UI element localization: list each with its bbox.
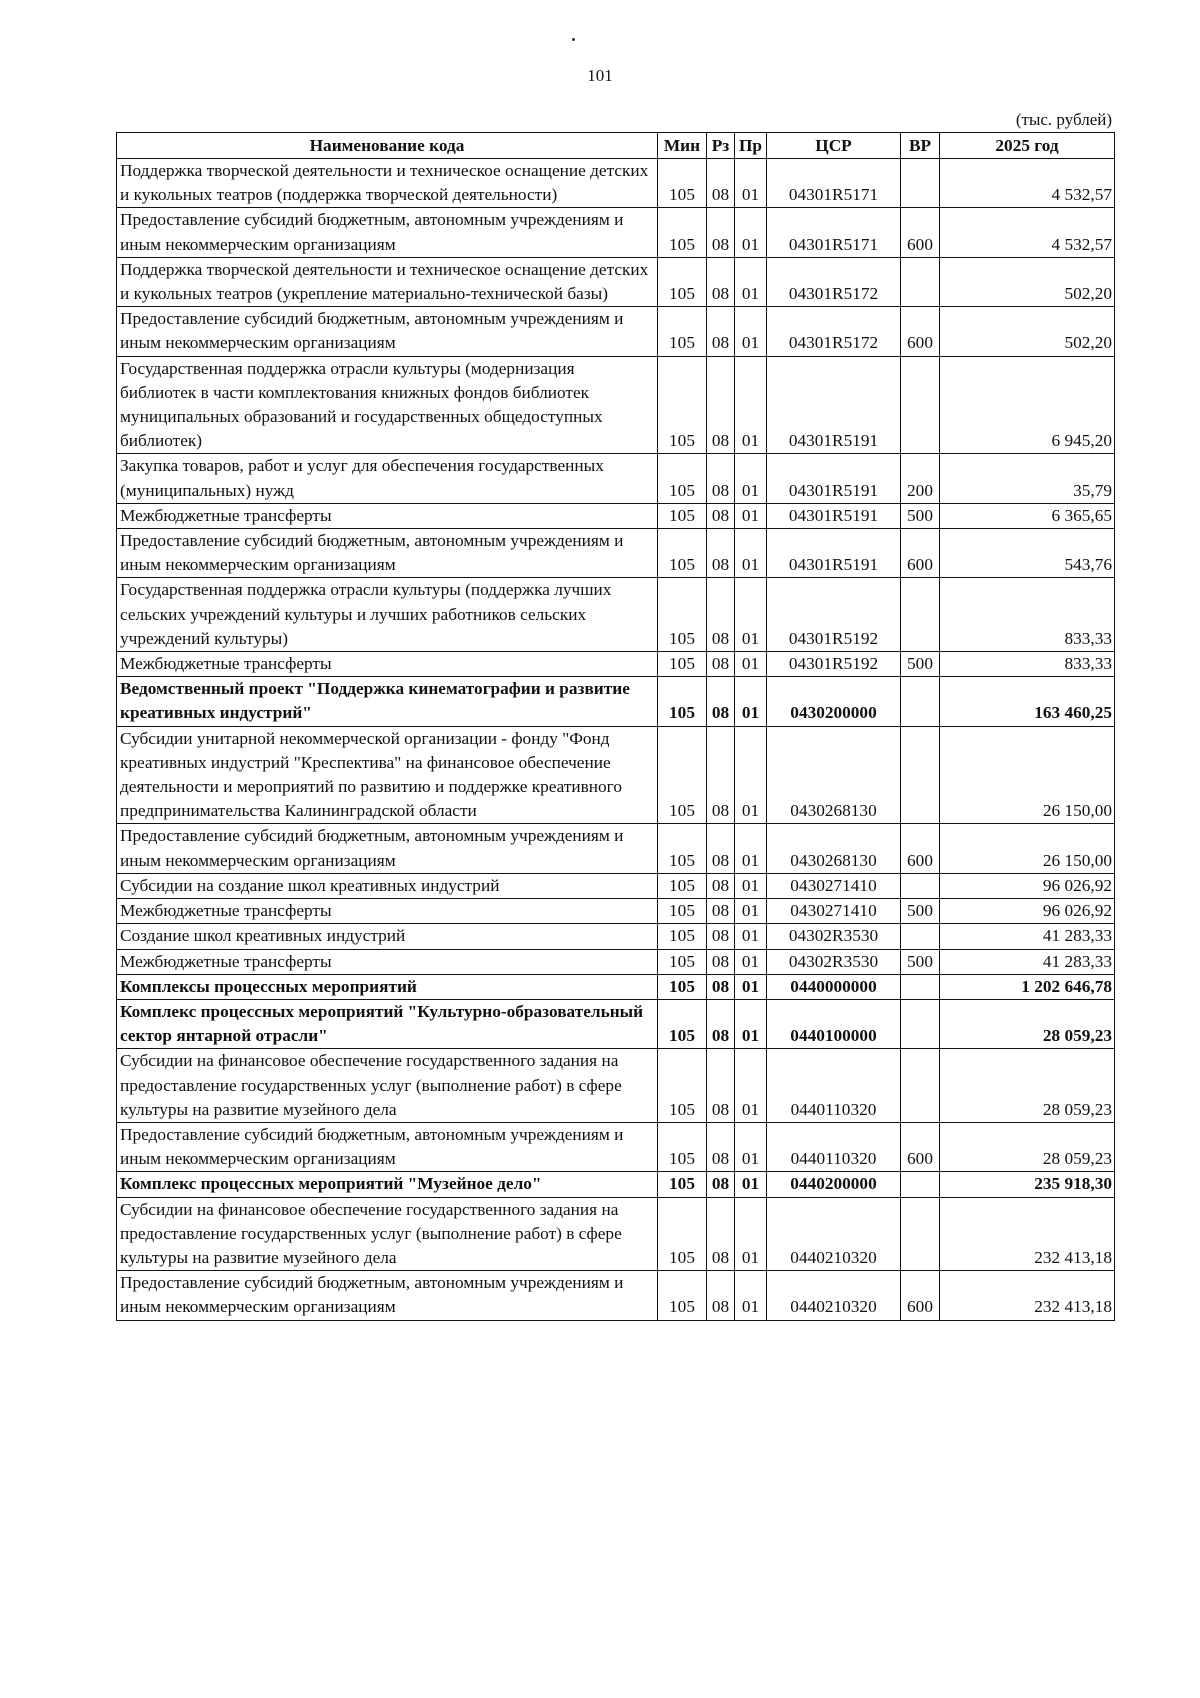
- row-name-cell: Предоставление субсидий бюджетным, автономным учреждениям и иным некоммерческим организациям: [117, 208, 658, 257]
- row-vr-cell: 600: [901, 208, 940, 257]
- row-vr-cell: [901, 924, 940, 949]
- row-csr-cell: 0430271410: [767, 899, 901, 924]
- table-row: [117, 503, 1115, 528]
- row-min-cell: 105: [658, 1172, 707, 1197]
- row-csr-cell: 0430200000: [767, 677, 901, 726]
- header-name: Наименование кода: [117, 133, 658, 159]
- row-csr-cell: 04301R5192: [767, 652, 901, 677]
- row-vr-cell: [901, 999, 940, 1048]
- row-rz-cell: 08: [707, 726, 735, 824]
- budget-table: [116, 132, 1115, 1321]
- table-row: [117, 1049, 1115, 1123]
- row-rz-cell: 08: [707, 1197, 735, 1271]
- row-csr-cell: 0430271410: [767, 873, 901, 898]
- row-rz-cell: 08: [707, 677, 735, 726]
- row-rz-cell: 08: [707, 1049, 735, 1123]
- row-vr-cell: [901, 726, 940, 824]
- row-pr-cell: 01: [735, 1271, 767, 1320]
- row-vr-cell: [901, 578, 940, 652]
- table-row: [117, 726, 1115, 824]
- row-name-cell: Закупка товаров, работ и услуг для обеспечения государственных (муниципальных) нужд: [117, 454, 658, 503]
- row-rz-cell: 08: [707, 208, 735, 257]
- row-sum-cell: 6 945,20: [940, 356, 1115, 454]
- row-rz-cell: 08: [707, 949, 735, 974]
- row-vr-cell: 600: [901, 824, 940, 873]
- row-vr-cell: 600: [901, 1271, 940, 1320]
- table-row: [117, 652, 1115, 677]
- row-rz-cell: 08: [707, 924, 735, 949]
- row-rz-cell: 08: [707, 873, 735, 898]
- row-csr-cell: 04301R5171: [767, 159, 901, 208]
- row-vr-cell: [901, 1172, 940, 1197]
- table-row: [117, 307, 1115, 356]
- table-row: [117, 999, 1115, 1048]
- header-year: 2025 год: [940, 133, 1115, 159]
- row-pr-cell: 01: [735, 899, 767, 924]
- row-pr-cell: 01: [735, 257, 767, 306]
- row-csr-cell: 0440110320: [767, 1122, 901, 1171]
- table-row: [117, 677, 1115, 726]
- row-rz-cell: 08: [707, 999, 735, 1048]
- row-name-cell: Межбюджетные трансферты: [117, 949, 658, 974]
- row-pr-cell: 01: [735, 999, 767, 1048]
- row-rz-cell: 08: [707, 307, 735, 356]
- row-min-cell: 105: [658, 974, 707, 999]
- row-min-cell: 105: [658, 578, 707, 652]
- row-vr-cell: 500: [901, 652, 940, 677]
- row-sum-cell: 4 532,57: [940, 208, 1115, 257]
- row-min-cell: 105: [658, 307, 707, 356]
- row-pr-cell: 01: [735, 1172, 767, 1197]
- row-pr-cell: 01: [735, 726, 767, 824]
- row-sum-cell: 26 150,00: [940, 726, 1115, 824]
- row-rz-cell: 08: [707, 899, 735, 924]
- row-csr-cell: 0440200000: [767, 1172, 901, 1197]
- row-pr-cell: 01: [735, 824, 767, 873]
- row-pr-cell: 01: [735, 873, 767, 898]
- row-sum-cell: 502,20: [940, 257, 1115, 306]
- row-rz-cell: 08: [707, 1122, 735, 1171]
- row-min-cell: 105: [658, 257, 707, 306]
- row-min-cell: 105: [658, 924, 707, 949]
- row-name-cell: Межбюджетные трансферты: [117, 652, 658, 677]
- row-name-cell: Комплекс процессных мероприятий "Культурно-образовательный сектор янтарной отрасли": [117, 999, 658, 1048]
- row-min-cell: 105: [658, 529, 707, 578]
- row-sum-cell: 4 532,57: [940, 159, 1115, 208]
- row-csr-cell: 04301R5172: [767, 307, 901, 356]
- row-rz-cell: 08: [707, 824, 735, 873]
- row-vr-cell: [901, 159, 940, 208]
- row-min-cell: 105: [658, 949, 707, 974]
- row-vr-cell: 600: [901, 1122, 940, 1171]
- row-rz-cell: 08: [707, 159, 735, 208]
- row-csr-cell: 04301R5171: [767, 208, 901, 257]
- row-csr-cell: 04301R5191: [767, 356, 901, 454]
- row-name-cell: Межбюджетные трансферты: [117, 899, 658, 924]
- row-sum-cell: 28 059,23: [940, 1122, 1115, 1171]
- row-min-cell: 105: [658, 1197, 707, 1271]
- row-rz-cell: 08: [707, 503, 735, 528]
- scan-speck: [572, 38, 575, 41]
- row-vr-cell: [901, 356, 940, 454]
- table-row: [117, 899, 1115, 924]
- row-name-cell: Субсидии унитарной некоммерческой организации - фонду "Фонд креативных индустрий "Креспектива" на финансовое обеспечение деятельности и мероприятий по развитию и поддержке креативного предпринимательства Калининградской области: [117, 726, 658, 824]
- table-row: [117, 578, 1115, 652]
- row-sum-cell: 235 918,30: [940, 1172, 1115, 1197]
- row-pr-cell: 01: [735, 1122, 767, 1171]
- row-sum-cell: 96 026,92: [940, 873, 1115, 898]
- row-csr-cell: 0440100000: [767, 999, 901, 1048]
- row-csr-cell: 0440210320: [767, 1271, 901, 1320]
- row-min-cell: 105: [658, 1122, 707, 1171]
- row-sum-cell: 41 283,33: [940, 924, 1115, 949]
- row-csr-cell: 04302R3530: [767, 924, 901, 949]
- row-min-cell: 105: [658, 726, 707, 824]
- row-sum-cell: 1 202 646,78: [940, 974, 1115, 999]
- row-pr-cell: 01: [735, 652, 767, 677]
- row-min-cell: 105: [658, 159, 707, 208]
- row-sum-cell: 833,33: [940, 652, 1115, 677]
- row-sum-cell: 163 460,25: [940, 677, 1115, 726]
- table-body: [117, 159, 1115, 1321]
- row-vr-cell: 600: [901, 529, 940, 578]
- header-vr: ВР: [901, 133, 940, 159]
- row-csr-cell: 04301R5191: [767, 454, 901, 503]
- row-sum-cell: 26 150,00: [940, 824, 1115, 873]
- row-csr-cell: 0440110320: [767, 1049, 901, 1123]
- units-label: (тыс. рублей): [1015, 110, 1112, 129]
- row-pr-cell: 01: [735, 1049, 767, 1123]
- header-min: Мин: [658, 133, 707, 159]
- row-vr-cell: [901, 1049, 940, 1123]
- row-pr-cell: 01: [735, 454, 767, 503]
- table-row: [117, 924, 1115, 949]
- row-pr-cell: 01: [735, 578, 767, 652]
- row-min-cell: 105: [658, 677, 707, 726]
- row-rz-cell: 08: [707, 356, 735, 454]
- row-sum-cell: 232 413,18: [940, 1197, 1115, 1271]
- table-row: [117, 159, 1115, 208]
- header-csr: ЦСР: [767, 133, 901, 159]
- row-vr-cell: [901, 257, 940, 306]
- table-row: [117, 1122, 1115, 1171]
- header-pr: Пр: [735, 133, 767, 159]
- table-row: [117, 356, 1115, 454]
- row-sum-cell: 28 059,23: [940, 1049, 1115, 1123]
- table-row: [117, 529, 1115, 578]
- row-name-cell: Поддержка творческой деятельности и техническое оснащение детских и кукольных театров (укрепление материально-технической базы): [117, 257, 658, 306]
- row-csr-cell: 0440210320: [767, 1197, 901, 1271]
- row-pr-cell: 01: [735, 677, 767, 726]
- row-sum-cell: 833,33: [940, 578, 1115, 652]
- row-min-cell: 105: [658, 1049, 707, 1123]
- table-row: [117, 949, 1115, 974]
- row-pr-cell: 01: [735, 208, 767, 257]
- row-sum-cell: 543,76: [940, 529, 1115, 578]
- row-name-cell: Субсидии на финансовое обеспечение государственного задания на предоставление государственных услуг (выполнение работ) в сфере культуры на развитие музейного дела: [117, 1197, 658, 1271]
- row-rz-cell: 08: [707, 578, 735, 652]
- row-vr-cell: 500: [901, 503, 940, 528]
- row-name-cell: Предоставление субсидий бюджетным, автономным учреждениям и иным некоммерческим организациям: [117, 1122, 658, 1171]
- row-min-cell: 105: [658, 1271, 707, 1320]
- row-name-cell: Государственная поддержка отрасли культуры (модернизация библиотек в части комплектования книжных фондов библиотек муниципальных образований и государственных общедоступных библиотек): [117, 356, 658, 454]
- row-rz-cell: 08: [707, 652, 735, 677]
- row-name-cell: Поддержка творческой деятельности и техническое оснащение детских и кукольных театров (поддержка творческой деятельности): [117, 159, 658, 208]
- row-min-cell: 105: [658, 652, 707, 677]
- row-sum-cell: 28 059,23: [940, 999, 1115, 1048]
- table-row: [117, 1271, 1115, 1320]
- row-name-cell: Комплекс процессных мероприятий "Музейное дело": [117, 1172, 658, 1197]
- row-pr-cell: 01: [735, 307, 767, 356]
- row-name-cell: Субсидии на финансовое обеспечение государственного задания на предоставление государственных услуг (выполнение работ) в сфере культуры на развитие музейного дела: [117, 1049, 658, 1123]
- row-name-cell: Комплексы процессных мероприятий: [117, 974, 658, 999]
- row-name-cell: Межбюджетные трансферты: [117, 503, 658, 528]
- table-row: [117, 257, 1115, 306]
- row-name-cell: Субсидии на создание школ креативных индустрий: [117, 873, 658, 898]
- row-min-cell: 105: [658, 824, 707, 873]
- row-rz-cell: 08: [707, 454, 735, 503]
- row-vr-cell: 200: [901, 454, 940, 503]
- row-csr-cell: 0430268130: [767, 726, 901, 824]
- row-pr-cell: 01: [735, 529, 767, 578]
- row-pr-cell: 01: [735, 1197, 767, 1271]
- row-csr-cell: 0440000000: [767, 974, 901, 999]
- row-sum-cell: 6 365,65: [940, 503, 1115, 528]
- row-csr-cell: 04301R5172: [767, 257, 901, 306]
- row-rz-cell: 08: [707, 1172, 735, 1197]
- row-rz-cell: 08: [707, 257, 735, 306]
- row-sum-cell: 96 026,92: [940, 899, 1115, 924]
- row-sum-cell: 41 283,33: [940, 949, 1115, 974]
- table-row: [117, 208, 1115, 257]
- row-vr-cell: [901, 873, 940, 898]
- row-pr-cell: 01: [735, 949, 767, 974]
- table-row: [117, 974, 1115, 999]
- row-pr-cell: 01: [735, 159, 767, 208]
- row-sum-cell: 232 413,18: [940, 1271, 1115, 1320]
- row-vr-cell: [901, 1197, 940, 1271]
- row-csr-cell: 04301R5191: [767, 529, 901, 578]
- table-row: [117, 824, 1115, 873]
- row-min-cell: 105: [658, 503, 707, 528]
- row-name-cell: Государственная поддержка отрасли культуры (поддержка лучших сельских учреждений культуры и лучших работников сельских учреждений культуры): [117, 578, 658, 652]
- row-csr-cell: 0430268130: [767, 824, 901, 873]
- row-name-cell: Предоставление субсидий бюджетным, автономным учреждениям и иным некоммерческим организациям: [117, 1271, 658, 1320]
- row-csr-cell: 04301R5191: [767, 503, 901, 528]
- row-min-cell: 105: [658, 873, 707, 898]
- row-csr-cell: 04302R3530: [767, 949, 901, 974]
- table-header-row: [117, 133, 1115, 159]
- row-min-cell: 105: [658, 999, 707, 1048]
- row-rz-cell: 08: [707, 529, 735, 578]
- table-row: [117, 1172, 1115, 1197]
- row-sum-cell: 502,20: [940, 307, 1115, 356]
- row-name-cell: Ведомственный проект "Поддержка кинематографии и развитие креативных индустрий": [117, 677, 658, 726]
- row-name-cell: Предоставление субсидий бюджетным, автономным учреждениям и иным некоммерческим организациям: [117, 307, 658, 356]
- row-min-cell: 105: [658, 356, 707, 454]
- header-rz: Рз: [707, 133, 735, 159]
- row-rz-cell: 08: [707, 974, 735, 999]
- row-name-cell: Предоставление субсидий бюджетным, автономным учреждениям и иным некоммерческим организациям: [117, 529, 658, 578]
- row-pr-cell: 01: [735, 974, 767, 999]
- row-min-cell: 105: [658, 899, 707, 924]
- row-vr-cell: [901, 974, 940, 999]
- table-row: [117, 454, 1115, 503]
- page-number: 101: [587, 66, 613, 85]
- row-rz-cell: 08: [707, 1271, 735, 1320]
- row-pr-cell: 01: [735, 924, 767, 949]
- row-name-cell: Предоставление субсидий бюджетным, автономным учреждениям и иным некоммерческим организациям: [117, 824, 658, 873]
- row-vr-cell: 600: [901, 307, 940, 356]
- row-pr-cell: 01: [735, 503, 767, 528]
- row-vr-cell: 500: [901, 899, 940, 924]
- row-vr-cell: [901, 677, 940, 726]
- row-min-cell: 105: [658, 454, 707, 503]
- row-vr-cell: 500: [901, 949, 940, 974]
- table-row: [117, 873, 1115, 898]
- row-sum-cell: 35,79: [940, 454, 1115, 503]
- row-pr-cell: 01: [735, 356, 767, 454]
- table-row: [117, 1197, 1115, 1271]
- row-min-cell: 105: [658, 208, 707, 257]
- row-name-cell: Создание школ креативных индустрий: [117, 924, 658, 949]
- row-csr-cell: 04301R5192: [767, 578, 901, 652]
